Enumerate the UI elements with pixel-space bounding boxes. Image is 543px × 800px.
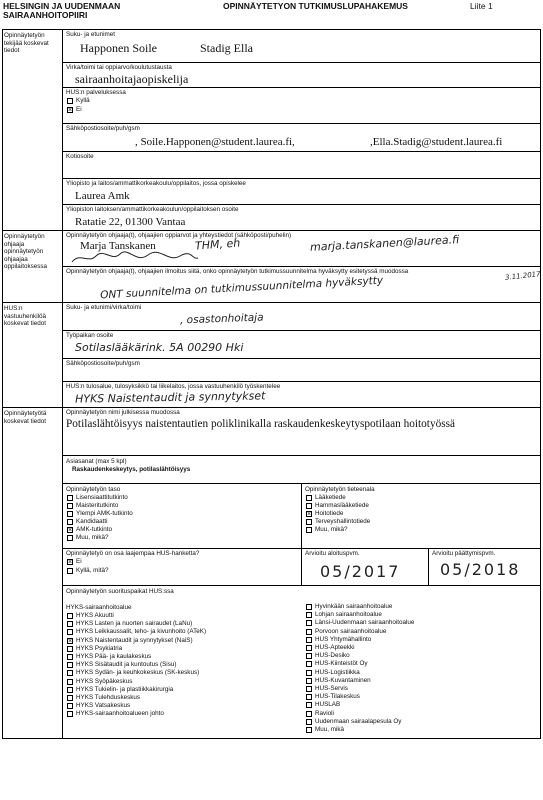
option-label: HUSLAB (315, 701, 341, 709)
option-label: Lisensiaattitutkinto (76, 494, 128, 501)
rule (2, 230, 541, 231)
hanke-ei-checkbox[interactable]: × (68, 559, 73, 566)
org-line-1: HELSINGIN JA UUDENMAAN (3, 1, 121, 11)
section-ohjaaja: Opinnäytetyön ohjaaja opinnäytetyön ohjaajaa oppilaitoksessa (4, 233, 48, 270)
option-label: Lohjan sairaanhoitoalue (315, 611, 382, 619)
option-label: HUS-Apteekki (315, 644, 355, 651)
rule (62, 455, 541, 456)
option-checkbox[interactable] (306, 653, 312, 659)
option-label: HYKS Pää- ja kaulakeskus (76, 653, 152, 660)
option-checkbox[interactable] (67, 621, 73, 627)
option-checkbox[interactable] (67, 670, 73, 676)
rule (62, 151, 541, 152)
aloitus-label: Arvioitu aloituspvm. (305, 550, 360, 557)
author-name-2[interactable]: Stadig Ella (200, 41, 253, 55)
hus-email-label: Sähköpostiosoite/puh/gsm (66, 360, 140, 367)
kylla-label: Kyllä (76, 97, 90, 104)
ala-label: Opinnäytetyön tieteenala (305, 486, 375, 493)
rule (62, 204, 541, 205)
option-checkbox[interactable] (306, 637, 312, 643)
option-label: Muu, mikä (315, 726, 345, 733)
rule (62, 266, 541, 267)
option-checkbox[interactable] (306, 612, 312, 618)
tyopaikka-hand: Sotilaslääkärink. 5A 00290 Hki (75, 341, 244, 354)
option-checkbox[interactable] (306, 661, 312, 667)
org-name (3, 2, 120, 20)
option-label: HYKS Sisätaudit ja kuntoutus (Sisu) (76, 661, 177, 669)
osoite-value[interactable]: Ratatie 22, 01300 Vantaa (75, 216, 186, 228)
option-label: HYKS Sydän- ja keuhkokeskus (SK-keskus) (76, 669, 200, 677)
option-label: Länsi-Uudenmaan sairaanhoitoalue (315, 619, 415, 627)
section-divider (62, 29, 63, 739)
virka-label: Virka/toimi tai oppiarvo/koulutustausta (66, 64, 172, 71)
option-checkbox[interactable] (67, 613, 73, 619)
aloitus-hand: 05/2017 (320, 562, 401, 581)
option-label: HYKS Psykiatria (76, 644, 123, 652)
option-label: Lääketiede (315, 494, 346, 501)
option-label: HYKS Syöpäkeskus (76, 677, 133, 685)
option-label: Ravioli (315, 709, 334, 717)
option-checkbox[interactable] (306, 694, 312, 700)
rule (2, 407, 541, 408)
option-label: HUS-Logistiikka (315, 668, 360, 676)
hanke-kylla-checkbox[interactable] (67, 568, 73, 574)
signature-scribble (70, 250, 200, 266)
option-label: Maisteritutkinto (76, 502, 119, 509)
palvelus-label: HUS:n palveluksessa (66, 89, 126, 96)
option-checkbox[interactable] (306, 503, 312, 509)
option-label: HUS-Desiko (315, 652, 350, 660)
option-checkbox[interactable] (306, 629, 312, 635)
option-checkbox[interactable] (67, 511, 73, 517)
option-label: Ylempi AMK-tutkinto (76, 510, 133, 517)
org-line-2: SAIRAANHOITOPIIRI (3, 10, 88, 20)
paattymis-label: Arvioitu päättymispvm. (432, 550, 496, 557)
option-checkbox[interactable] (67, 519, 73, 525)
ohjaaja-title-hand: THM, eh (194, 236, 241, 253)
tulosalue-label: HUS:n tulosalue, tulosyksikkö tai liikelaitos, jossa vastuuhenkilö työskentelee (66, 383, 281, 390)
hyvaksytty-date: 3.11.2017 (504, 270, 541, 282)
option-checkbox[interactable] (306, 519, 312, 525)
form-title: OPINNÄYTETYON TUTKIMUSLUPAHAKEMUS (223, 1, 408, 11)
paikat-label: Opinnäytetyön suorituspaikat HUS:ssa (66, 588, 174, 595)
option-checkbox[interactable]: × (68, 527, 73, 534)
name-label: Suku- ja etunimet (66, 31, 116, 38)
option-checkbox[interactable] (67, 687, 73, 693)
option-checkbox[interactable]: × (68, 637, 73, 645)
asiasanat-value[interactable]: Raskaudenkeskeytys, potilaslähtöisyys (72, 466, 191, 473)
thesis-title[interactable]: Potilaslähtöisyys naistentautien poliklinikalla raskaudenkeskeytyspotilaan hoitotyössä (66, 418, 456, 430)
option-checkbox[interactable] (306, 702, 312, 708)
option-checkbox[interactable] (306, 727, 312, 733)
hanke-kylla-label: Kyllä, mitä? (76, 567, 109, 574)
option-label: HUS-Kiinteistöt Oy (315, 660, 368, 668)
hyvaksytty-label: Opinnäytetyön ohjaaja(t), ohjaajien ilmoitus siitä, onko opinnäytetyön tutkimussuunnitelma hyväksytty esitetyssä muodossa (66, 268, 409, 275)
kylla-checkbox[interactable] (67, 98, 73, 104)
option-label: Hammaslääketiede (315, 502, 369, 509)
nimi-label: Opinnäytetyön nimi julkisessa muodossa (66, 409, 180, 416)
option-label: HUS-Kuvantaminen (315, 676, 371, 684)
option-checkbox[interactable] (306, 678, 312, 684)
email-label: Sähköpostiosoite/puh/gsm (66, 125, 140, 132)
option-checkbox[interactable] (306, 645, 312, 651)
author-email-1[interactable]: , Soile.Happonen@student.laurea.fi, (135, 136, 295, 148)
option-label: Terveyshallintotiede (315, 518, 371, 525)
koti-label: Kotiosoite (66, 153, 94, 160)
option-label: HYKS Lasten ja nuorten sairaudet (LaNu) (76, 620, 193, 628)
asiasanat-label: Asiasanat (max 5 kpl) (66, 458, 127, 465)
hus-name-hand: , osastonhoitaja (179, 311, 264, 327)
option-checkbox[interactable] (67, 703, 73, 709)
hanke-ei-label: Ei (76, 558, 82, 565)
rule (62, 330, 541, 331)
section-opinnaytetyo: Opinnäytetyötä koskevat tiedot (4, 410, 47, 425)
option-label: HYKS Tulehduskeskus (76, 694, 141, 701)
rule (62, 62, 541, 63)
option-label: HUS-Tilakeskus (315, 693, 360, 701)
ohjaaja-name[interactable]: Marja Tanskanen (80, 240, 156, 252)
option-label: HUS-Servis (315, 685, 348, 692)
option-checkbox[interactable] (67, 695, 73, 701)
attachment-label: Liite 1 (470, 1, 493, 11)
option-checkbox[interactable] (306, 670, 312, 676)
yliopisto-label: Yliopisto ja laitos/ammattikorkeakoulu/oppilaitos, jossa opiskelee (66, 180, 246, 187)
ohjaaja-email-hand: marja.tanskanen@laurea.fi (309, 233, 460, 254)
option-label: Uudenmaan sairaalapesula Oy (315, 717, 402, 725)
option-checkbox[interactable] (67, 679, 73, 685)
option-checkbox[interactable] (67, 654, 73, 660)
hus-name-label: Suku- ja etunimi/virka/toimi (66, 304, 142, 311)
option-checkbox[interactable] (67, 711, 73, 717)
author-email-2[interactable]: ,Ella.Stadig@student.laurea.fi (370, 136, 503, 148)
option-label: AMK-tutkinto (76, 526, 113, 533)
option-checkbox[interactable] (306, 686, 312, 692)
section-hus-vastuu: HUS:n vastuuhenkilöä koskevat tiedot (4, 305, 47, 327)
ei-label: Ei (76, 106, 82, 113)
rule (62, 178, 541, 179)
option-label: HYKS Vatsakeskus (76, 702, 131, 710)
option-label: Kandidaatti (76, 518, 108, 525)
option-label: HUS Yhtymähallinto (315, 635, 372, 643)
option-label: HYKS Leikkaussalit, teho- ja kivunhoito (ATeK) (76, 628, 207, 636)
tulosalue-hand: HYKS Naistentaudit ja synnytykset (74, 389, 266, 406)
option-checkbox[interactable] (67, 662, 73, 668)
option-label: HYKS-sairaanhoitoalueen johto (76, 710, 164, 718)
option-checkbox[interactable] (306, 495, 312, 501)
rule (62, 87, 541, 88)
option-checkbox[interactable] (306, 604, 312, 610)
hyvaksytty-hand: ONT suunnitelma on tutkimussuunnitelma hyväksytty (99, 274, 384, 302)
ohjaaja-label: Opinnäytetyön ohjaaja(t), ohjaajien oppiarvot ja yhteystiedot (sähköposti/puhelin) (66, 232, 292, 239)
col-divider (428, 548, 429, 585)
osoite-label: Yliopiston laitoksen/ammattikorkeakoulun/oppilaitoksen osoite (66, 206, 239, 213)
yliopisto-value[interactable]: Laurea Amk (75, 190, 130, 202)
hanke-label: Opinnäytetyö on osa laajempaa HUS-hanketta? (66, 550, 200, 557)
hyks-heading: HYKS-sairaanhoitoalue (66, 604, 132, 611)
rule (62, 585, 541, 586)
option-checkbox[interactable] (306, 620, 312, 626)
section-tekija: Opinnäytetyön tekijää koskevat tiedot (4, 32, 49, 54)
option-label: Muu, mikä? (315, 526, 348, 533)
option-checkbox[interactable] (306, 719, 312, 725)
author-name-1[interactable]: Happonen Soile (80, 41, 157, 55)
option-checkbox[interactable] (67, 495, 73, 501)
tyopaikka-label: Työpaikan osoite (66, 332, 114, 339)
taso-label: Opinnäytetyön taso (66, 486, 121, 493)
option-label: HYKS Tukielin- ja plastiikkakirurgia (76, 685, 174, 693)
option-checkbox[interactable] (67, 503, 73, 509)
option-label: HYKS Akuutti (76, 612, 114, 619)
rule (62, 123, 541, 124)
option-checkbox[interactable] (306, 527, 312, 533)
paattymis-hand: 05/2018 (440, 560, 521, 579)
option-checkbox[interactable] (306, 711, 312, 717)
option-label: HYKS Naistentaudit ja synnytykset (NaiS) (76, 636, 193, 644)
option-checkbox[interactable] (67, 535, 73, 541)
option-checkbox[interactable] (67, 646, 73, 652)
rule (62, 358, 541, 359)
rule (62, 381, 541, 382)
option-label: Porvoon sairaanhoitoalue (315, 627, 387, 635)
virka-value[interactable]: sairaanhoitajaopiskelija (75, 72, 189, 86)
col-divider (301, 483, 302, 585)
option-label: Hyvinkään sairaanhoitoalue (315, 603, 393, 610)
ei-checkbox[interactable]: × (68, 107, 73, 114)
option-checkbox[interactable]: × (307, 511, 312, 518)
rule (2, 302, 541, 303)
option-label: Hoitotiede (315, 510, 344, 517)
option-checkbox[interactable] (67, 629, 73, 635)
option-label: Muu, mikä? (76, 534, 109, 541)
